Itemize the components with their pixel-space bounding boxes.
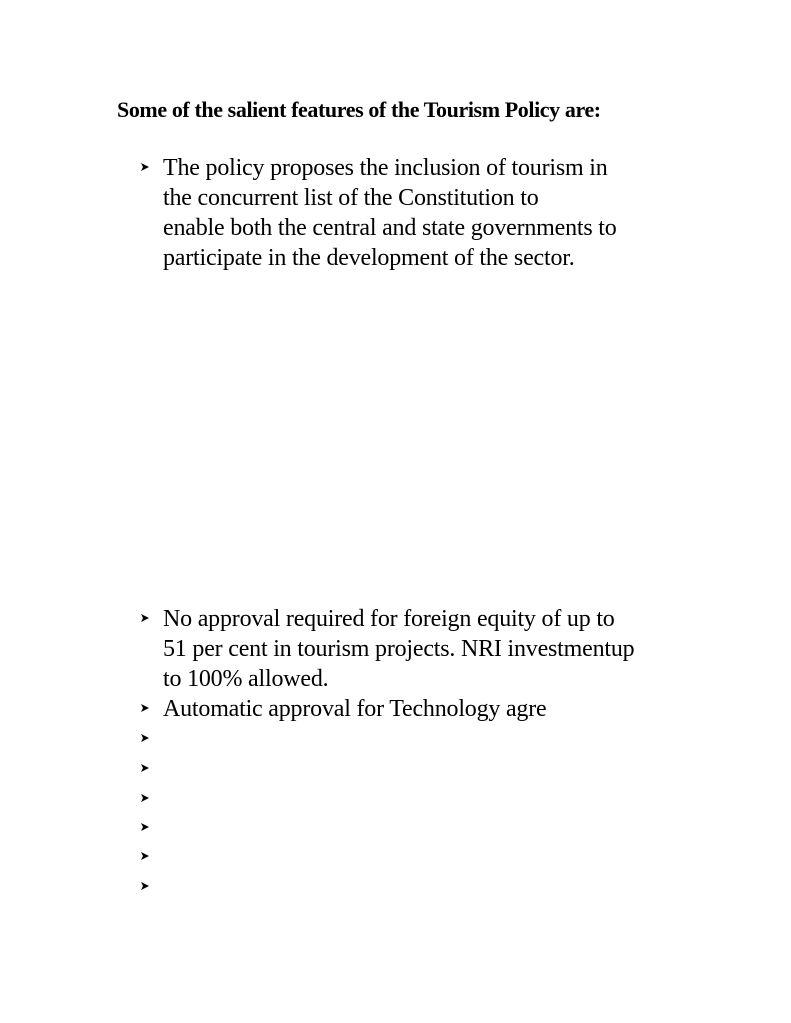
bullet-line: the concurrent list of the Constitution to xyxy=(163,185,539,211)
arrowhead-bullet-icon xyxy=(140,784,152,814)
bullet-line: Automatic approval for Technology agre xyxy=(163,696,547,722)
bullet-line: to 100% allowed. xyxy=(163,666,329,692)
arrowhead-bullet-icon xyxy=(140,842,152,872)
arrowhead-bullet-icon xyxy=(140,153,152,183)
bullet-line: participate in the development of the sector. xyxy=(163,245,575,271)
arrowhead-bullet-icon xyxy=(140,872,152,902)
arrowhead-bullet-icon xyxy=(140,724,152,754)
bullet-line: enable both the central and state governments to xyxy=(163,215,617,241)
bullet-line: The policy proposes the inclusion of tourism in xyxy=(163,155,608,181)
arrowhead-bullet-icon xyxy=(140,604,152,634)
bullet-line: 51 per cent in tourism projects. NRI investmentup xyxy=(163,636,635,662)
bullet-text xyxy=(163,604,723,694)
bullet-text xyxy=(163,694,723,724)
arrowhead-bullet-icon xyxy=(140,813,152,843)
bullet-line: No approval required for foreign equity of up to xyxy=(163,606,615,632)
document-heading: Some of the salient features of the Tourism Policy are: xyxy=(117,97,601,122)
bullet-text xyxy=(163,153,723,273)
arrowhead-bullet-icon xyxy=(140,694,152,724)
arrowhead-bullet-icon xyxy=(140,754,152,784)
